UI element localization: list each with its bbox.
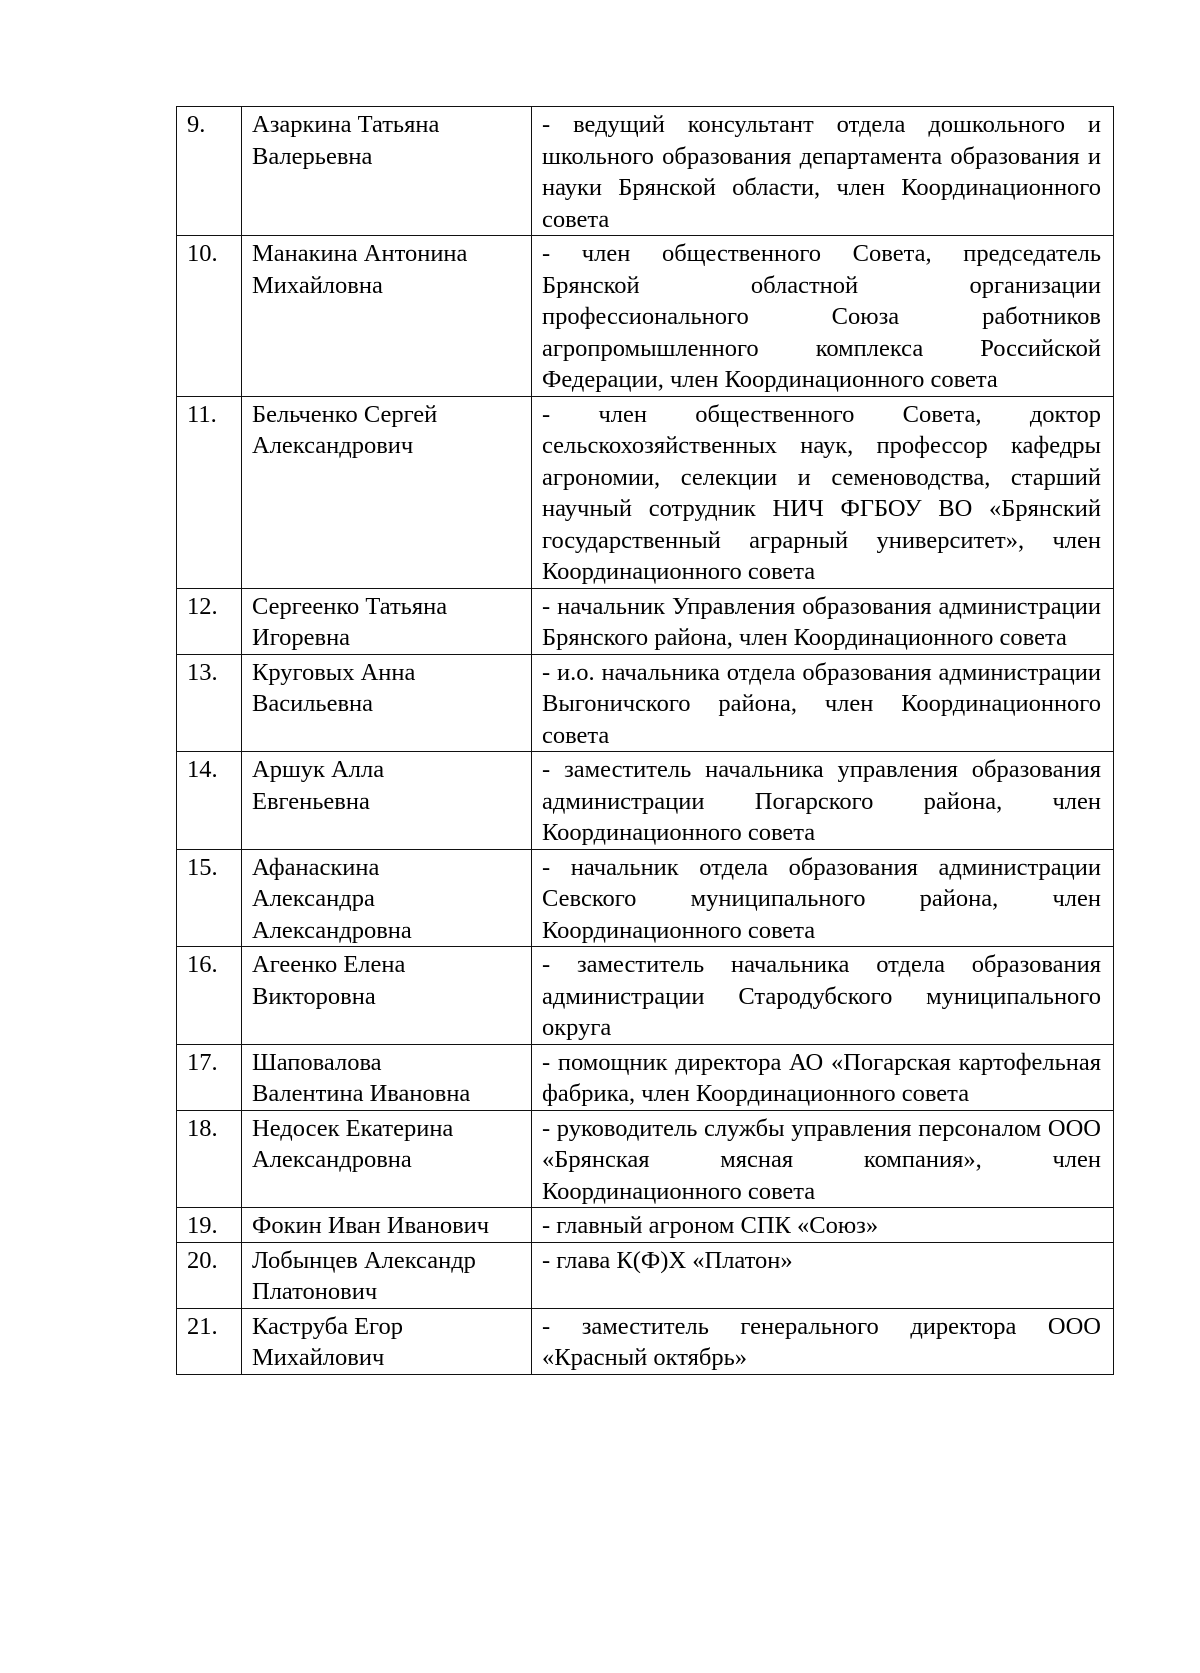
member-name (242, 947, 532, 1045)
member-name (242, 1242, 532, 1308)
table-row (177, 1242, 1114, 1308)
table-row (177, 1110, 1114, 1208)
row-number: 11. (177, 396, 242, 588)
member-position: - начальник Управления образования администрации Брянского района, член Координационного совета (532, 588, 1114, 654)
table-row (177, 396, 1114, 588)
member-name (242, 654, 532, 752)
member-name (242, 1308, 532, 1374)
member-name-line: Игоревна (252, 624, 351, 651)
member-name (242, 752, 532, 850)
members-table-body (177, 107, 1114, 1375)
table-row (177, 1044, 1114, 1110)
member-name-line: Шаповалова (252, 1048, 382, 1076)
member-name (242, 1208, 532, 1243)
table-row (177, 1208, 1114, 1243)
member-name-line: Недосек Екатерина (252, 1114, 454, 1142)
member-name-line: Манакина Антонина (252, 240, 468, 267)
member-name-line: Сергеенко Татьяна (252, 592, 448, 620)
table-row (177, 947, 1114, 1045)
row-number: 16. (177, 947, 242, 1045)
member-name (242, 107, 532, 236)
row-number: 15. (177, 849, 242, 947)
member-name-line: Васильевна (252, 690, 374, 717)
row-number: 13. (177, 654, 242, 752)
row-number: 19. (177, 1208, 242, 1243)
table-row (177, 1308, 1114, 1374)
row-number: 9. (177, 107, 242, 236)
member-position: - член общественного Совета, председатель Брянской областной организации профессионального Союза работников агропромышленного комплекса Российской Федерации, член Координационного совета (532, 236, 1114, 397)
member-name-line: Александровна (252, 1146, 412, 1173)
member-name (242, 396, 532, 588)
member-name-line: Михайловна (252, 271, 383, 299)
member-name-line: Афанаскина (252, 853, 380, 881)
member-position: - заместитель начальника управления образования администрации Погарского района, член Координационного совета (532, 752, 1114, 850)
row-number: 12. (177, 588, 242, 654)
member-position: - заместитель генерального директора ООО «Красный октябрь» (532, 1308, 1114, 1374)
row-number: 18. (177, 1110, 242, 1208)
member-name-line: Александра (252, 885, 375, 912)
table-row (177, 236, 1114, 397)
row-number: 10. (177, 236, 242, 397)
member-position: - помощник директора АО «Погарская картофельная фабрика, член Координационного совета (532, 1044, 1114, 1110)
member-name-line: Валентина Ивановна (252, 1080, 471, 1107)
member-position: - начальник отдела образования администрации Севского муниципального района, член Координационного совета (532, 849, 1114, 947)
table-row (177, 849, 1114, 947)
member-name-line: Платонович (252, 1278, 378, 1305)
member-name-line: Александрович (252, 432, 414, 459)
member-name-line: Лобынцев Александр (252, 1246, 476, 1274)
member-name-line: Агеенко Елена (252, 951, 406, 978)
member-position: - руководитель службы управления персоналом ООО «Брянская мясная компания», член Координационного совета (532, 1110, 1114, 1208)
table-row (177, 752, 1114, 850)
member-name-line: Александровна (252, 916, 412, 944)
member-position: - член общественного Совета, доктор сельскохозяйственных наук, профессор кафедры агрономии, селекции и семеноводства, старший научный сотрудник НИЧ ФГБОУ ВО «Брянский государственный аграрный университет», член Координационного совета (532, 396, 1114, 588)
member-position: - глава К(Ф)Х «Платон» (532, 1242, 1114, 1308)
member-name-line: Каструба Егор (252, 1312, 403, 1340)
member-position: - ведущий консультант отдела дошкольного и школьного образования департамента образования и науки Брянской области, член Координационного совета (532, 107, 1114, 236)
table-row (177, 107, 1114, 236)
members-table (176, 106, 1114, 1375)
member-name-line: Круговых Анна (252, 658, 416, 686)
row-number: 21. (177, 1308, 242, 1374)
member-name-line: Викторовна (252, 982, 376, 1010)
table-row (177, 588, 1114, 654)
member-name (242, 236, 532, 397)
row-number: 14. (177, 752, 242, 850)
member-name-line: Михайлович (252, 1344, 385, 1371)
member-name (242, 1110, 532, 1208)
row-number: 17. (177, 1044, 242, 1110)
member-name (242, 1044, 532, 1110)
member-position: - заместитель начальника отдела образования администрации Стародубского муниципального округа (532, 947, 1114, 1045)
member-name-line: Бельченко Сергей (252, 400, 438, 428)
table-row (177, 654, 1114, 752)
member-name-line: Азаркина Татьяна (252, 111, 440, 138)
member-name-line: Валерьевна (252, 142, 373, 170)
member-name-line: Аршук Алла (252, 756, 385, 783)
member-position: - и.о. начальника отдела образования администрации Выгоничского района, член Координационного совета (532, 654, 1114, 752)
row-number: 20. (177, 1242, 242, 1308)
member-position: - главный агроном СПК «Союз» (532, 1208, 1114, 1243)
member-name (242, 849, 532, 947)
member-name (242, 588, 532, 654)
member-name-line: Евгеньевна (252, 787, 370, 815)
member-name-line: Фокин Иван Иванович (252, 1212, 490, 1239)
